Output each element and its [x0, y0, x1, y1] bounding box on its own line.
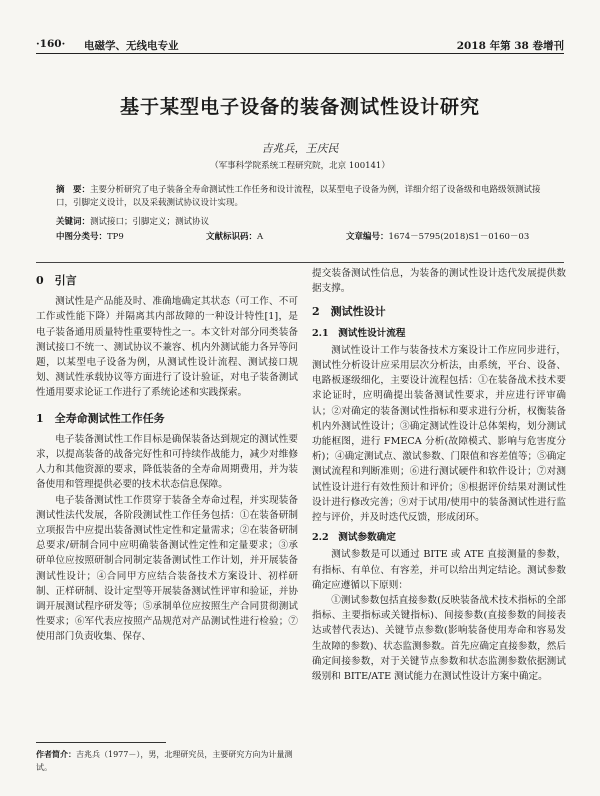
article-number — [346, 231, 529, 244]
abstract — [56, 184, 546, 210]
affiliation: （军事科学院系统工程研究院，北京 100141） — [210, 161, 390, 171]
abstract-rule — [36, 262, 564, 263]
continued-paragraph: 提交装备测试性信息，为装备的测试性设计迭代发展提供数据支撑。 — [312, 268, 566, 295]
clc-value: TP9 — [107, 232, 124, 242]
section-2-heading: 2 测试性设计 — [312, 305, 386, 319]
section-1-heading: 1 全寿命测试性工作任务 — [36, 411, 165, 425]
clc-number — [56, 231, 124, 244]
abstract-label: 摘 要： — [56, 185, 91, 195]
abstract-text: 主要分析研究了电子装备全寿命测试性工作任务和设计流程，以某型电子设备为例，详细介绍了设备级和电路级领测试接口，引脚定义设计，以及采载测试协议设计实现。 — [56, 185, 541, 208]
section-2-1-paragraph: 测试性设计工作与装备技术方案设计工作应同步进行，测试性分析设计应采用层次分析法，由系统，平台、设备、电路板逐级细化，主要设计流程包括：①在装备战术技术要求论证时，应明确提出装备测试性要求，并应进行评审确认；②对确定的装备测试性指标和要求进行分析，权衡装备机内外测试性设计；③确定测试性设计总体架构，划分测试功能框图，进行 FMECA 分析(故障模式、影响与危害度分析)；④确定测试点、激试参数、门限值和容差值等；⑤确定测试流程和判断准则；⑥进行测试硬件和软件设计；⑦对测试性设计进行有效性预计和评价；⑧根据评价结果对测试性设计进行修改完善；⑨对于试用/使用中的装备测试性进行监控与评价，并及时迭代反馈，形成闭环。 — [312, 344, 566, 524]
article-value: 1674－5795(2018)S1－0160－03 — [388, 232, 530, 242]
footnote-rule — [36, 742, 166, 743]
author-footnote — [36, 748, 298, 774]
header-rule — [36, 53, 564, 54]
section-1-paragraph-2: 电子装备测试性工作贯穿于装备全寿命过程，并实现装备测试性法代发展，各阶段测试性工作任务包括：①在装备研制立项报告中应提出装备测试性定性和定量需求；②在装备研制总要求/研制合同中应明确装备测试性定性和定量要求；③承研单位应按照研制合同制定装备测试性工作计划，并开展装备测试性设计；④合同甲方应结合装备技术方案设计、初样研制、正样研制、设计定型等开展装备测试性评审和验证，并协调开展测试程序研发等；⑤承制单位应按照生产合同贯彻测试性要求；⑥军代表应按照产品规范对产品测试性进行检验；⑦使用部门负责收集、保存、 — [36, 494, 298, 643]
journal-issue: 2018 年第 38 卷增刊 — [456, 40, 564, 52]
section-2-1-heading: 2.1 测试性设计流程 — [312, 327, 406, 339]
footnote-label: 作者简介： — [36, 749, 76, 759]
article-label: 文章编号： — [346, 232, 389, 242]
footnote-text: 吉兆兵（1977－），男，北理研究员，主要研究方向为计量测试。 — [36, 750, 293, 772]
section-2-2-heading: 2.2 测试参数确定 — [312, 532, 396, 544]
doc-code — [206, 231, 263, 244]
authors: 吉兆兵，王庆民 — [261, 142, 339, 155]
section-0-paragraph: 测试性是产品能及时、准确地确定其状态（可工作、不可工作或性能下降）并隔离其内部故障的一种设计特性[1]，是电子装备通用质量特性重要特性之一。本文针对部分同类装备测试接口不统一、测试协议不兼容、机内外测试能力各异等问题，以某型电子设备为例，从测试性设计流程、测试接口规划、测试性承载协议等方面进行了设计验证，对电子装备测试性通用要求论证工作进行了系统论述和实践探索。 — [36, 296, 298, 399]
paper-title: 基于某型电子设备的装备测试性设计研究 — [119, 96, 480, 118]
doc-label: 文献标识码： — [206, 232, 258, 242]
section-2-2-paragraph-2: ①测试参数包括直接参数(反映装备战术技术指标的全部指标、主要指标或关键指标)、间接参数(直接参数的间接表达或替代表达)、关键节点参数(影响装备使用寿命和容易发生故障的参数)、状态监测参数。首先应确定直接参数，然后确定间接参数，对于关键节点参数和状态监测参数依据测试级别和 BITE/ATE 测试能力在测试性设计方案中确定。 — [312, 595, 566, 683]
section-2-2-paragraph-1: 测试参数是可以通过 BITE 或 ATE 直接测量的参数，有指标、有单位、有容差，并可以给出判定结论。测试参数确定应遵循以下原则： — [312, 549, 566, 591]
journal-section: 电磁学、无线电专业 — [84, 40, 179, 52]
keywords — [56, 216, 546, 229]
keywords-text: 测试接口；引脚定义；测试协议 — [90, 217, 210, 227]
left-column — [36, 266, 298, 645]
section-0-heading: 0 引言 — [36, 274, 77, 287]
right-column — [312, 266, 566, 684]
section-1-paragraph-1: 电子装备测试性工作目标是确保装备达到规定的测试性要求，以提高装备的战备完好性和可持续作战能力，减少对维修人力和其他资源的要求，降低装备的全寿命周期费用，并为装备使用和管理提供必要的技术状态信息保障。 — [36, 433, 298, 491]
keywords-label: 关键词： — [56, 217, 91, 227]
doc-value: A — [257, 232, 264, 242]
clc-label: 中图分类号： — [56, 232, 108, 242]
page-number: ·160· — [36, 38, 66, 50]
